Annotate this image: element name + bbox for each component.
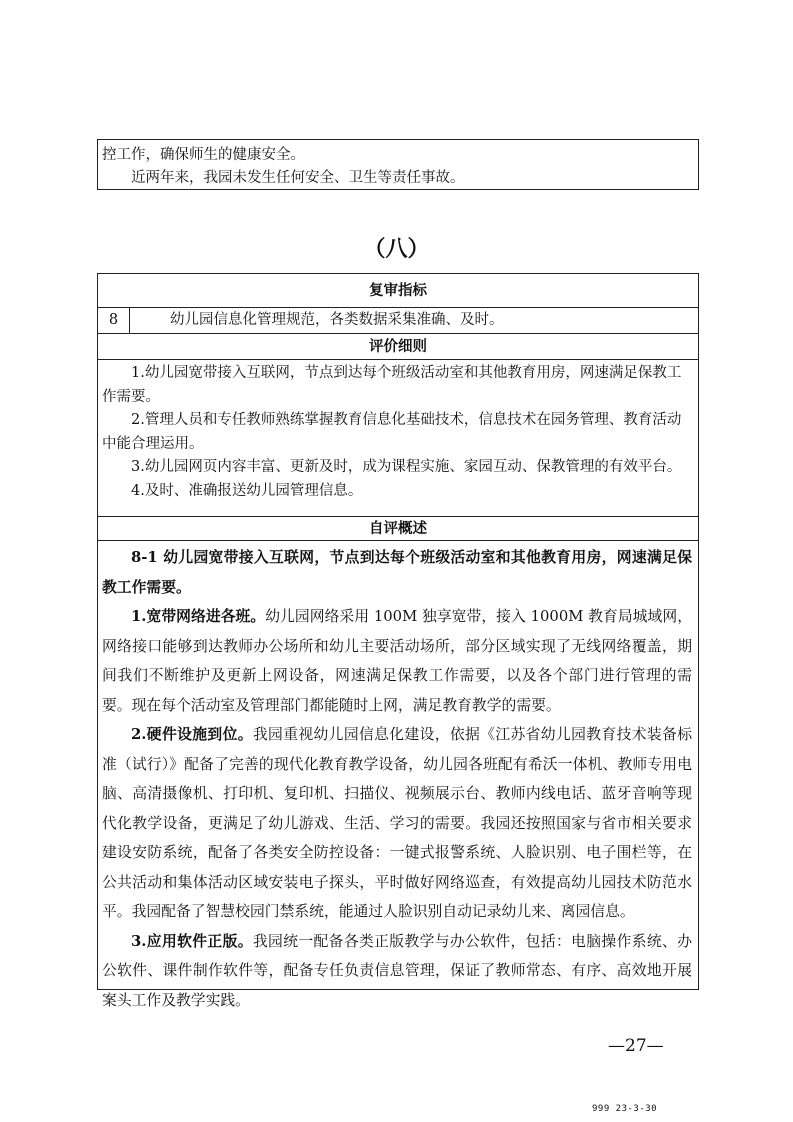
continued-text-box bbox=[97, 139, 699, 190]
self-eval-paragraph-2 bbox=[102, 720, 692, 927]
indicator-text: 幼儿园信息化管理规范，各类数据采集准确、及时。 bbox=[170, 312, 504, 328]
continued-line-2: 近两年来，我园未发生任何安全、卫生等责任事故。 bbox=[131, 170, 465, 186]
self-eval-paragraph-1 bbox=[102, 602, 692, 720]
self-eval-header: 自评概述 bbox=[98, 516, 698, 540]
detail-item: 2.管理人员和专任教师熟练掌握教育信息化基础技术，信息技术在园务管理、教育活动中能合理运用。 bbox=[102, 412, 682, 452]
self-eval-body bbox=[98, 540, 698, 1015]
review-indicator-header: 复审指标 bbox=[369, 283, 427, 299]
paragraph-1-text: 幼儿园网络采用 100M 独享宽带，接入 1000M 教育局城域网，网络接口能够到达教师办公场所和幼儿主要活动场所，部分区域实现了无线网络覆盖，期间我们不断维护及更新上网设备，网速满足保教工作需要，以及各个部门进行管理的需要。现在每个活动室及管理部门都能随时上网，满足教育教学的需要。 bbox=[102, 608, 692, 714]
detail-item: 4.及时、准确报送幼儿园管理信息。 bbox=[131, 482, 363, 499]
self-eval-paragraph-3 bbox=[102, 927, 692, 1016]
continued-line-1: 控工作，确保师生的健康安全。 bbox=[102, 147, 305, 163]
detail-item: 1.幼儿园宽带接入互联网，节点到达每个班级活动室和其他教育用房，网速满足保教工作需要。 bbox=[102, 365, 682, 405]
page-number: —27— bbox=[608, 1036, 664, 1056]
detail-header: 评价细则 bbox=[98, 333, 698, 359]
paragraph-1-lead: 1.宽带网络进各班。 bbox=[131, 608, 266, 625]
paragraph-3-lead: 3.应用软件正版。 bbox=[131, 932, 253, 950]
detail-item: 3.幼儿园网页内容丰富、更新及时，成为课程实施、家园互动、保教管理的有效平台。 bbox=[131, 459, 682, 475]
print-stamp: 999 23-3-30 bbox=[592, 1104, 658, 1114]
indicator-number: 8 bbox=[98, 308, 130, 333]
paragraph-2-lead: 2.硬件设施到位。 bbox=[131, 726, 253, 743]
paragraph-3-text: 我园统一配备各类正版教学与办公软件，包括：电脑操作系统、办公软件、课件制作软件等，配备专任负责信息管理，保证了教师常态、有序、高效地开展案头工作及教学实践。 bbox=[102, 932, 692, 1009]
section-heading: （八） bbox=[363, 236, 430, 262]
evaluation-table bbox=[97, 273, 699, 1009]
detail-list bbox=[98, 359, 698, 516]
self-eval-section-title: 8-1 幼儿园宽带接入互联网，节点到达每个班级活动室和其他教育用房，网速满足保教工作需要。 bbox=[102, 549, 692, 596]
indicator-row bbox=[98, 307, 698, 333]
paragraph-2-text: 我园重视幼儿园信息化建设，依据《江苏省幼儿园教育技术装备标准（试行）》配备了完善的现代化教育教学设备，幼儿园各班配有希沃一体机、教师专用电脑、高清摄像机、打印机、复印机、扫描仪、视频展示台、教师内线电话、蓝牙音响等现代化教学设备，更满足了幼儿游戏、生活、学习的需要。我园还按照国家与省市相关要求建设安防系统，配备了各类安全防控设备：一键式报警系统、人脸识别、电子围栏等，在公共活动和集体活动区域安装电子探头，平时做好网络巡查，有效提高幼儿园技术防范水平。我园配备了智慧校园门禁系统，能通过人脸识别自动记录幼儿来、离园信息。 bbox=[102, 726, 692, 920]
